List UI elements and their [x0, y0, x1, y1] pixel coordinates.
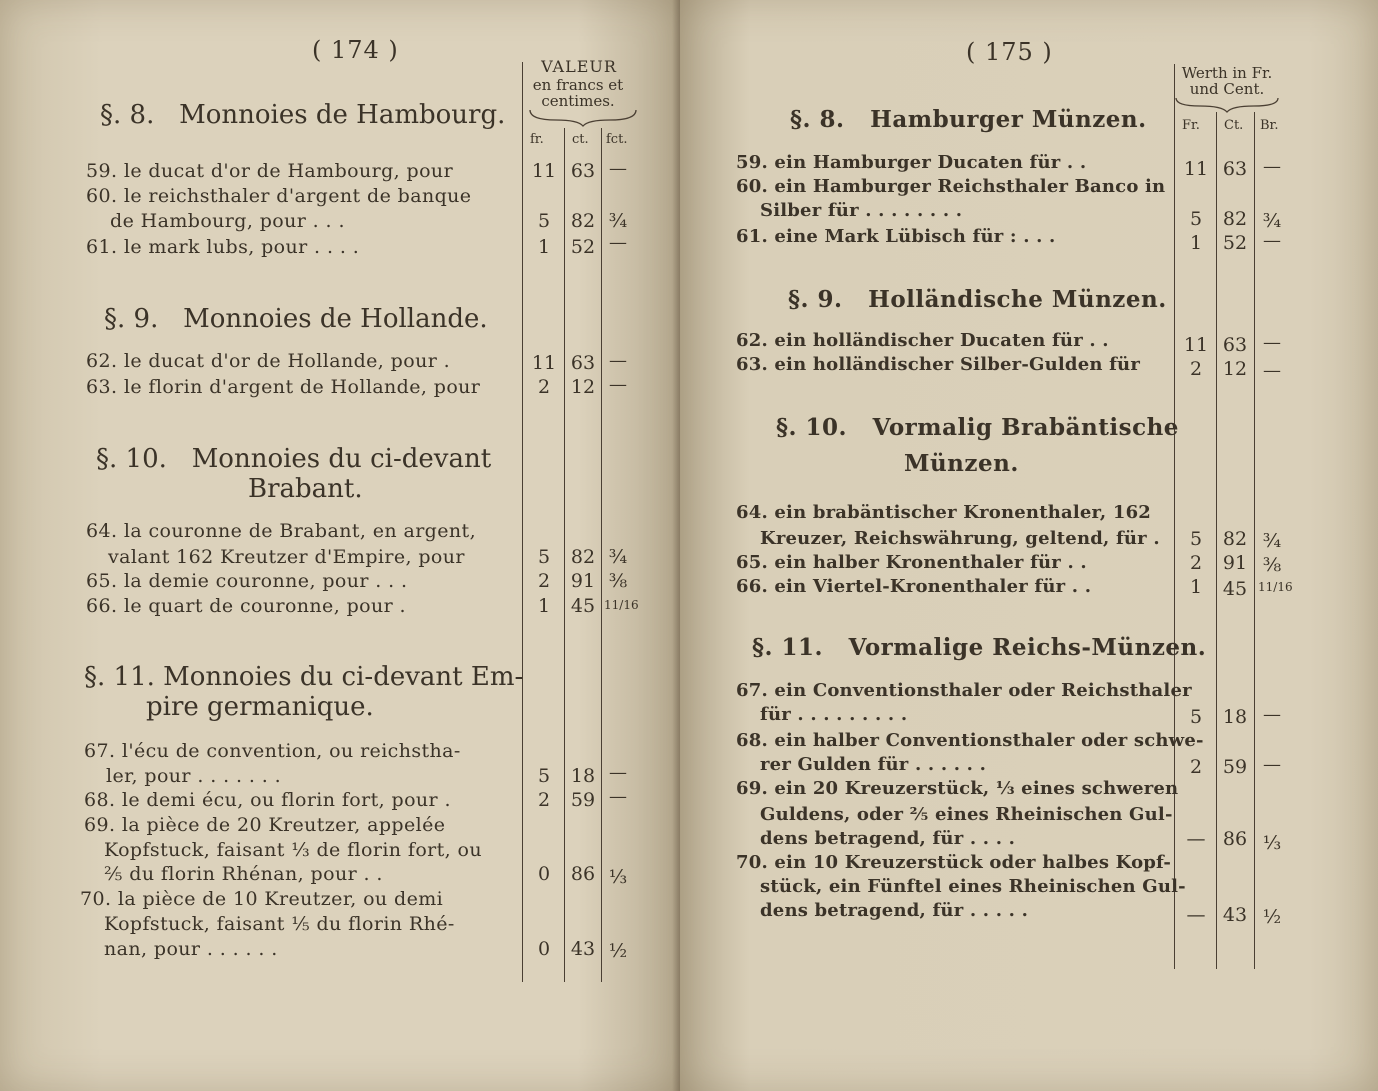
entry-line: 70. la pièce de 10 Kreutzer, ou demi [80, 888, 444, 910]
section-heading: §. 10. Monnoies du ci-devant [96, 444, 492, 474]
entry-line: nan, pour . . . . . . [104, 938, 278, 960]
entry-line: 65. la demie couronne, pour . . . [86, 570, 408, 592]
column-rule [601, 128, 602, 982]
entry-line: 63. le florin d'argent de Hollande, pour [86, 376, 481, 398]
column-rule [1174, 64, 1175, 969]
entry-line: Guldens, oder ⅖ eines Rheinischen Gul- [760, 804, 1173, 825]
right-page: ( 175 ) Werth in Fr. und Cent. Fr. Ct. Br. §. 8. Hamburger Münzen. §. 9. Holländische Münzen. §. 10. Vormalig Brabäntische Münzen. §. 11. Vormalige Reichs-Münzen. 59. ein Hamburger Ducaten für . . 60. ein Hamburger Reichsthaler Banco in Silber für . . . . . . . . 61. eine Mark Lübisch für : . . . 62. ein holländischer Ducaten für . . 63. ein holländischer Silber-Gulden für 64. ein brabäntischer Kronenthaler, 162 Kreuzer, Reichswährung, geltend, für . 65. ein halber Kronenthaler für . . 66. ein Viertel-Kronenthaler für . . 67. ein Conventionsthaler oder Reichsthaler für . . . . . . . . . 68. ein halber Conventionsthaler oder schwe- rer Gulden für . . . . . . 69. ein 20 Kreuzerstück, ⅓ eines schweren Guldens, oder ⅖ eines Rheinischen Gul- dens betragend, für . . . . 70. ein 10 Kreuzerstück oder halbes Kopf- stück, ein Fünftel eines Rheinischen Gul- dens betragend, für . . . . . 11 63 — 5 82 ¾ 1 52 — 11 63 — 2 12 — 5 82 ¾ 2 91 ⅜ 1 45 11/16 5 18 — 2 59 — — 86 ⅓ — 43 ½ [680, 0, 1378, 1091]
entry-line: 63. ein holländischer Silber-Gulden für [736, 354, 1141, 375]
entry-line: 60. ein Hamburger Reichsthaler Banco in [736, 176, 1166, 197]
column-rule [1216, 112, 1217, 969]
page-number: ( 174 ) [312, 36, 399, 64]
entry-line: dens betragend, für . . . . [760, 828, 1016, 849]
entry-line: dens betragend, für . . . . . [760, 900, 1029, 921]
entry-line: 69. la pièce de 20 Kreutzer, appelée [84, 814, 446, 836]
entry-line: 67. ein Conventionsthaler oder Reichsthaler [736, 680, 1192, 701]
entry-line: Kopfstuck, faisant ⅓ de florin fort, ou [104, 839, 483, 861]
col-fr-header: Fr. [1182, 118, 1200, 133]
entry-line: valant 162 Kreutzer d'Empire, pour [108, 546, 465, 568]
entry-line: 68. le demi écu, ou florin fort, pour . [84, 789, 451, 811]
section-heading-cont: Münzen. [904, 450, 1019, 477]
entry-line: de Hambourg, pour . . . [110, 210, 345, 232]
entry-line: 68. ein halber Conventionsthaler oder schwe- [736, 730, 1204, 751]
entry-line: 60. le reichsthaler d'argent de banque [86, 185, 472, 207]
header-brace [1174, 96, 1280, 114]
value-header-title: VALEUR [541, 57, 617, 76]
entry-line: 67. l'écu de convention, ou reichstha- [84, 740, 461, 762]
header-brace [528, 108, 638, 128]
entry-line: 61. le mark lubs, pour . . . . [86, 236, 360, 258]
value-header-line2: en francs et [532, 76, 624, 94]
entry-line: 61. eine Mark Lübisch für : . . . [736, 226, 1056, 247]
entry-line: Kopfstuck, faisant ⅕ du florin Rhé- [104, 913, 455, 935]
col-ct-header: Ct. [1224, 118, 1244, 133]
entry-line: 62. ein holländischer Ducaten für . . [736, 330, 1109, 351]
page-number: ( 175 ) [966, 38, 1053, 66]
entry-line: 62. le ducat d'or de Hollande, pour . [86, 350, 451, 372]
section-heading: §. 11. Vormalige Reichs-Münzen. [752, 634, 1207, 661]
section-heading-cont: Brabant. [248, 474, 363, 504]
entry-line: 64. la couronne de Brabant, en argent, [86, 520, 477, 542]
section-heading-cont: pire germanique. [146, 692, 374, 722]
entry-line: 69. ein 20 Kreuzerstück, ⅓ eines schweren [736, 778, 1179, 799]
entry-line: 70. ein 10 Kreuzerstück oder halbes Kopf- [736, 852, 1172, 873]
value-header-title: Werth in Fr. [1181, 64, 1273, 82]
col-fct-header: fct. [606, 132, 628, 147]
entry-line: rer Gulden für . . . . . . [760, 754, 987, 775]
value-header-line2: und Cent. [1189, 80, 1265, 98]
col-ct-header: ct. [572, 132, 589, 147]
entry-line: 59. le ducat d'or de Hambourg, pour [86, 160, 454, 182]
column-rule [564, 128, 565, 982]
entry-line: 66. ein Viertel-Kronenthaler für . . [736, 576, 1092, 597]
entry-line: stück, ein Fünftel eines Rheinischen Gul- [760, 876, 1186, 897]
entry-line: 65. ein halber Kronenthaler für . . [736, 552, 1087, 573]
section-heading: §. 9. Monnoies de Hollande. [104, 304, 488, 334]
entry-line: Silber für . . . . . . . . [760, 200, 963, 221]
entry-line: Kreuzer, Reichswährung, geltend, für . [760, 528, 1160, 549]
entry-line: 66. le quart de couronne, pour . [86, 595, 406, 617]
section-heading: §. 10. Vormalig Brabäntische [776, 414, 1179, 441]
section-heading: §. 11. Monnoies du ci-devant Em- [84, 662, 524, 692]
column-rule [522, 62, 523, 982]
entry-line: ⅖ du florin Rhénan, pour . . [104, 863, 383, 885]
entry-line: 59. ein Hamburger Ducaten für . . [736, 152, 1087, 173]
section-heading: §. 9. Holländische Münzen. [788, 286, 1167, 313]
entry-line: für . . . . . . . . . [760, 704, 908, 725]
column-rule [1254, 112, 1255, 969]
value-header-line3: centimes. [541, 92, 615, 110]
entry-line: 64. ein brabäntischer Kronenthaler, 162 [736, 502, 1152, 523]
section-heading: §. 8. Hamburger Münzen. [790, 106, 1147, 133]
col-fr-header: fr. [530, 132, 544, 147]
section-heading: §. 8. Monnoies de Hambourg. [100, 100, 506, 130]
entry-line: ler, pour . . . . . . . [106, 765, 282, 787]
left-page: ( 174 ) VALEUR en francs et centimes. fr. ct. fct. §. 8. Monnoies de Hambourg. §. 9. Monnoies de Hollande. §. 10. Monnoies du ci-devant Brabant. §. 11. Monnoies du ci-devant Em- pire germanique. 59. le ducat d'or de Hambourg, pour 60. le reichsthaler d'argent de banque de Hambourg, pour . . . 61. le mark lubs, pour . . . . 62. le ducat d'or de Hollande, pour . 63. le florin d'argent de Hollande, pour 64. la couronne de Brabant, en argent, valant 162 Kreutzer d'Empire, pour 65. la demie couronne, pour . . . 66. le quart de couronne, pour . 67. l'écu de convention, ou reichstha- ler, pour . . . . . . . 68. le demi écu, ou florin fort, pour . 69. la pièce de 20 Kreutzer, appelée Kopfstuck, faisant ⅓ de florin fort, ou ⅖ du florin Rhénan, pour . . 70. la pièce de 10 Kreutzer, ou demi Kopfstuck, faisant ⅕ du florin Rhé- nan, pour . . . . . . 11 63 — 5 82 ¾ 1 52 — 11 63 — 2 12 — 5 82 ¾ 2 91 ⅜ 1 45 11/16 5 18 — 2 59 — 0 86 ⅓ 0 43 ½ [0, 0, 680, 1091]
col-br-header: Br. [1260, 118, 1279, 133]
